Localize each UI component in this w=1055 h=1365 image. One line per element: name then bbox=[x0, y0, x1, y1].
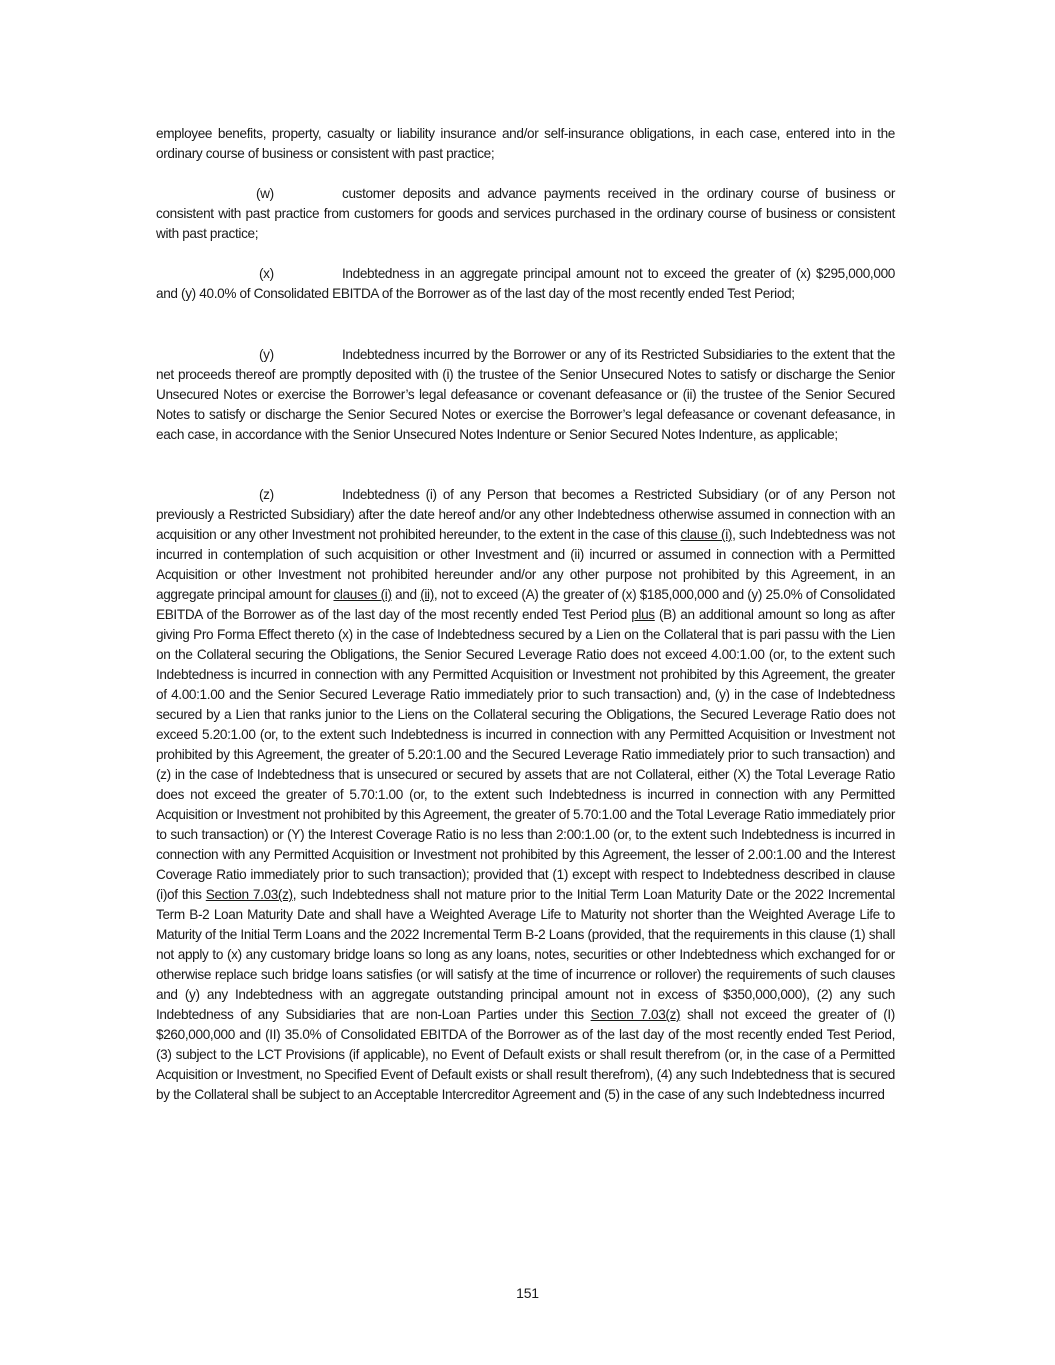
term-provided-2: provided bbox=[591, 927, 642, 942]
paragraph-v-continuation: employee benefits, property, casualty or liability insurance and/or self-insurance obligations, in each case, entered into in the ordinary course of business or consistent with past practice; bbox=[156, 126, 895, 161]
ref-clause-ii: (ii) bbox=[420, 587, 434, 602]
paragraph-w bbox=[156, 184, 895, 244]
ref-section-7-03-z-1: Section 7.03(z) bbox=[205, 887, 293, 902]
paragraph-z-text-8: , that the requirements in this clause (1) shall not apply to (x) any customary bridge loans so long as any loans, notes, securities or other Indebtedness which exchanged for or otherwise replace such bridge loans satisfies (or will satisfy at the time of incurrence or rollover) the requirements of such clauses and (y) any Indebtedness with an aggregate outstanding principal amount not in excess of $350,000,000), (2) any such Indebtedness of any Subsidiaries that are non-Loan Parties under this bbox=[156, 927, 896, 1022]
term-provided-1: provided bbox=[473, 867, 523, 882]
paragraph-z-text-9: shall not exceed the greater of (I) $260,000,000 and (II) 35.0% of Consolidated EBITDA of the Borrower as of the last day of the most recently ended Test Period, (3) subject to the LCT Provisions (if applicable), no Event of Default exists or shall result therefrom (or, in the case of a Permitted Acquisition or Investment, no Specified Event of Default exists or shall result therefrom), (4) any such Indebtedness that is secured by the Collateral shall be subject to an Acceptable Intercreditor Agreement and (5) in the case of any such Indebtedness incurred bbox=[156, 1007, 895, 1102]
paragraph-z-text-3: and bbox=[391, 587, 421, 602]
paragraph-z bbox=[156, 485, 895, 1105]
ref-section-7-03-z-2: Section 7.03(z) bbox=[590, 1007, 681, 1022]
paragraph-z-text-1: Indebtedness (i) of any Person that becomes a Restricted Subsidiary (or of any Person not previously a Restricted Subsidiary) after the date hereof and/or any other Indebtedness otherwise assumed in connection with an acquisition or any other Investment not prohibited hereunder, to the extent in the case of this bbox=[156, 487, 895, 542]
page-number: 151 bbox=[516, 1285, 539, 1301]
paragraph-z-text-6: that (1) except with respect to Indebtedness described in clause (i)of this bbox=[156, 867, 895, 902]
paragraph-w-text: customer deposits and advance payments received in the ordinary course of business or consistent with past practice from customers for goods and services purchased in the ordinary course of business or consistent with past practice; bbox=[156, 186, 895, 241]
paragraph-y-text: Indebtedness incurred by the Borrower or any of its Restricted Subsidiaries to the extent that the net proceeds thereof are promptly deposited with (i) the trustee of the Senior Unsecured Notes to satisfy or discharge the Senior Unsecured Notes or exercise the Borrower’s legal defeasance or covenant defeasance or (ii) the trustee of the Senior Secured Notes to satisfy or discharge the Senior Secured Notes or exercise the Borrower’s legal defeasance or covenant defeasance, in each case, in accordance with the Senior Unsecured Notes Indenture or Senior Secured Notes Indenture, as applicable; bbox=[156, 347, 895, 442]
paragraph-x bbox=[156, 264, 895, 304]
term-plus: plus bbox=[631, 607, 655, 622]
clause-label-x: (x) bbox=[259, 266, 274, 281]
paragraph-z-text-4: , not to exceed (A) the greater of (x) $185,000,000 and (y) 25.0% of Consolidated EBITDA of the Borrower as of the last day of the most recently ended Test Period bbox=[156, 587, 896, 622]
ref-clause-i: clause (i) bbox=[680, 527, 733, 542]
paragraph-y bbox=[156, 345, 895, 445]
clause-label-z: (z) bbox=[259, 487, 274, 502]
ref-clauses-i: clauses (i) bbox=[333, 587, 392, 602]
clause-label-y: (y) bbox=[259, 347, 274, 362]
paragraph-z-text-2: , such Indebtedness was not incurred in contemplation of such acquisition or other Investment and (ii) incurred or assumed in connection with a Permitted Acquisition or other Investment not prohibited hereunder and/or any other purpose not prohibited by this Agreement, in an aggregate principal amount for bbox=[156, 527, 895, 602]
paragraph-z-text-7: , such Indebtedness shall not mature prior to the Initial Term Loan Maturity Date or the 2022 Incremental Term B-2 Loan Maturity Date and shall have a Weighted Average Life to Maturity not shorter than the Weighted Average Life to Maturity of the Initial Term Loans and the 2022 Incremental Term B-2 Loans ( bbox=[156, 887, 895, 942]
paragraph-x-text: Indebtedness in an aggregate principal amount not to exceed the greater of (x) $295,000,000 and (y) 40.0% of Consolidated EBITDA of the Borrower as of the last day of the most recently ended Test Period; bbox=[156, 266, 895, 301]
clause-label-w: (w) bbox=[256, 186, 274, 201]
paragraph-z-text-5: (B) an additional amount so long as after giving Pro Forma Effect thereto (x) in the case of Indebtedness secured by a Lien on the Collateral that is pari passu with the Lien on the Collateral securing the Obligations, the Senior Secured Leverage Ratio does not exceed 4.00:1.00 (or, to the extent such Indebtedness is incurred in connection with any Permitted Acquisition or Investment not prohibited by this Agreement, the greater of 4.00:1.00 and the Senior Secured Leverage Ratio immediately prior to such transaction) and, (y) in the case of Indebtedness secured by a Lien that ranks junior to the Liens on the Collateral securing the Obligations, the Secured Leverage Ratio does not exceed 5.20:1.00 (or, to the extent such Indebtedness is incurred in connection with any Permitted Acquisition or Investment not prohibited by this Agreement, the greater of 5.20:1.00 and the Secured Leverage Ratio immediately prior to such transaction) and (z) in the case of Indebtedness that is unsecured or secured by assets that are not Collateral, either (X) the Total Leverage Ratio does not exceed the greater of 5.70:1.00 (or, to the extent such Indebtedness is incurred in connection with any Permitted Acquisition or Investment not prohibited by this Agreement, the greater of 5.70:1.00 and the Total Leverage Ratio immediately prior to such transaction) or (Y) the Interest Coverage Ratio is no less than 2:00:1.00 (or, to the extent such Indebtedness is incurred in connection with any Permitted Acquisition or Investment not prohibited by this Agreement, the lesser of 2.00:1.00 and the Interest Coverage Ratio immediately prior to such transaction); bbox=[156, 607, 895, 882]
